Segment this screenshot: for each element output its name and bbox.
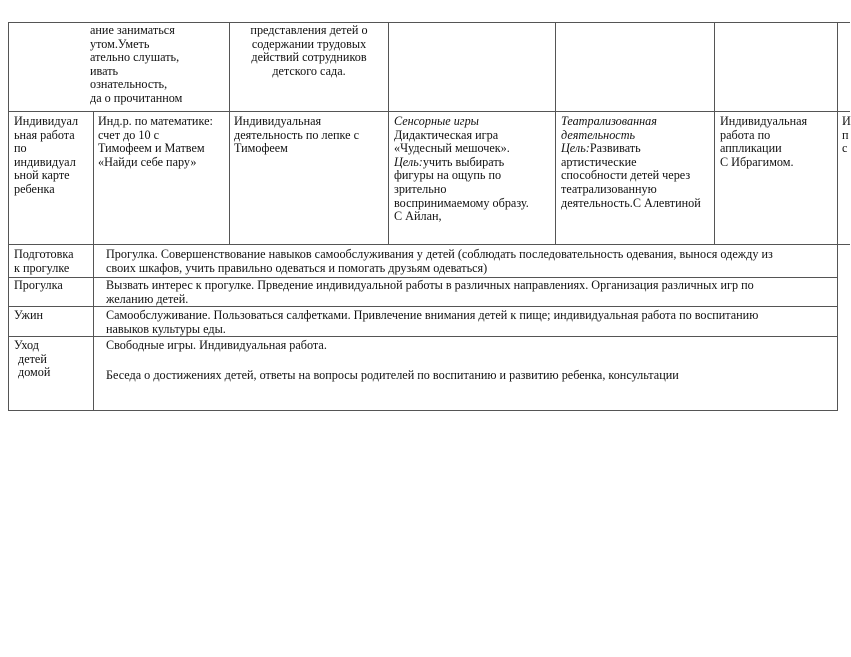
text-line: И — [842, 114, 851, 128]
text-line: деятельность.С Алевтиной — [561, 195, 701, 210]
text-line: Тимофеем и Матвем — [98, 141, 205, 156]
text-line: домой — [18, 365, 51, 380]
text-line: С Ибрагимом. — [720, 154, 794, 169]
text-line: содержании трудовых — [251, 36, 367, 51]
going-home-label — [14, 339, 92, 380]
row2-theatre-cell — [561, 115, 713, 210]
row2-label — [14, 115, 92, 197]
text-line: ательно слушать, — [90, 50, 180, 65]
text-line: Беседа о достижениях детей, ответы на вопросы родителей по воспитанию и развитию ребенка, консультации — [106, 367, 679, 382]
col1-divider — [93, 111, 94, 411]
table-border-left — [8, 22, 9, 411]
col3-divider — [388, 22, 389, 245]
text-line: по — [14, 141, 27, 156]
text-line: Прогулка — [14, 278, 63, 292]
col5-divider — [714, 22, 715, 245]
col6-divider — [837, 22, 838, 411]
text-line: фигуры на ощупь по — [394, 168, 502, 183]
row2-sensory-cell — [394, 115, 554, 224]
text-line: к прогулке — [14, 260, 70, 275]
text-line: работа по — [720, 127, 771, 142]
row2-cut-cell — [842, 115, 850, 156]
text-line: ознательность, — [90, 77, 168, 92]
text-line: Инд.р. по математике: — [98, 114, 213, 128]
text-line: Подготовка — [14, 247, 74, 261]
text-line: воспринимаемому образу. — [394, 195, 529, 210]
text-line: индивидуал — [14, 154, 76, 169]
text-line: представления детей о — [250, 23, 368, 37]
goal-line — [561, 142, 713, 156]
text-line: Тимофеем — [234, 141, 288, 156]
text-line: счет до 10 с — [98, 127, 160, 142]
theatre-title: деятельность — [561, 127, 636, 142]
text-line: ание заниматься — [90, 23, 175, 37]
text-line: детского сада. — [272, 63, 346, 78]
goal-label: Цель: — [394, 154, 423, 169]
text-line: Ужин — [14, 308, 44, 322]
text-line: своих шкафов, учить правильно одеваться и помогать друзьям одеваться) — [106, 260, 488, 275]
dinner-text — [106, 309, 836, 336]
walk-prep-label — [14, 248, 92, 275]
text-line: Вызвать интерес к прогулке. Прведение индивидуальной работы в различных направлениях. Организация различных игр по — [106, 278, 754, 292]
text-line: желанию детей. — [106, 291, 189, 306]
text-line: Развивать — [589, 141, 641, 156]
text-line: Уход — [14, 338, 39, 352]
text-line: С Айлан, — [394, 209, 442, 224]
text-line: Прогулка. Совершенствование навыков самообслуживания у детей (соблюдать последовательность одевания, вынося одежду из — [106, 247, 773, 261]
text-line: да о прочитанном — [90, 90, 183, 105]
table-border-row3-top — [8, 244, 850, 245]
text-line: ребенка — [14, 181, 55, 196]
theatre-title: Театрализованная — [561, 114, 657, 128]
dinner-label — [14, 309, 92, 323]
walk-text — [106, 279, 836, 306]
text-line: Дидактическая игра — [394, 127, 499, 142]
col4-divider — [555, 22, 556, 245]
text-line: учить выбирать — [422, 154, 505, 169]
text-line: с — [842, 141, 848, 156]
text-line: деятельность по лепке с — [234, 127, 360, 142]
text-line: аппликации — [720, 141, 782, 156]
row1-col2-text — [90, 23, 228, 110]
row1-col3-text — [230, 24, 388, 78]
text-line: детей — [18, 351, 47, 366]
text-line: «Найди себе пару» — [98, 154, 197, 169]
text-line: навыков культуры еды. — [106, 321, 226, 336]
text-line: Индивидуальная — [234, 114, 322, 128]
text-line: «Чудесный мешочек». — [394, 141, 510, 156]
text-line: Индивидуал — [14, 114, 79, 128]
row2-math-cell — [98, 115, 228, 169]
text-line: Самообслуживание. Пользоваться салфетками. Привлечение внимания детей к пище; индивидуальная работа по воспитанию — [106, 308, 759, 322]
text-line: Свободные игры. Индивидуальная работа. — [106, 338, 327, 352]
text-line: п — [842, 127, 849, 142]
text-line: действий сотрудников — [251, 50, 367, 65]
text-line: ьной карте — [14, 168, 70, 183]
row2-modeling-cell — [234, 115, 387, 156]
table-border-row2-top — [8, 111, 850, 112]
sensory-games-title: Сенсорные игры — [394, 114, 479, 128]
text-line: Индивидуальная — [720, 114, 808, 128]
walk-label — [14, 279, 92, 293]
goal-label: Цель: — [561, 141, 590, 156]
text-line: артистические — [561, 154, 637, 169]
walk-prep-text — [106, 248, 836, 275]
text-line: театрализованную — [561, 181, 657, 196]
table-border-bottom — [8, 410, 838, 411]
goal-line — [394, 156, 554, 170]
text-line: зрительно — [394, 181, 447, 196]
going-home-text — [106, 339, 836, 382]
text-line: ьная работа — [14, 127, 75, 142]
text-line: утом.Уметь — [90, 36, 150, 51]
text-line: способности детей через — [561, 168, 691, 183]
text-line: ивать — [90, 63, 119, 78]
row2-applique-cell — [720, 115, 836, 169]
